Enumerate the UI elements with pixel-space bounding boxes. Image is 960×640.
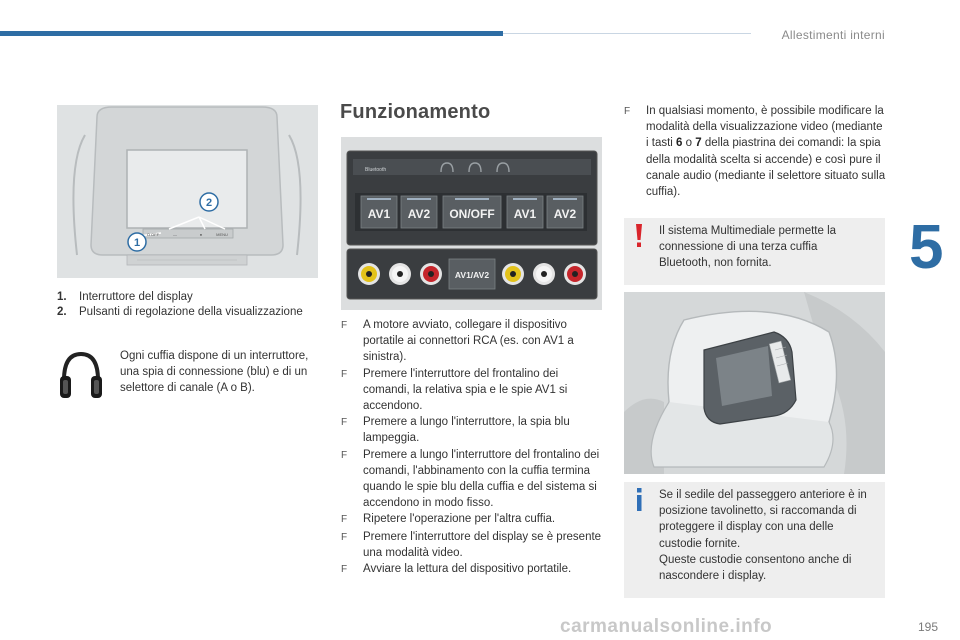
info-line: Queste custodie consentono anche di nascondere i display. xyxy=(659,553,852,583)
step-text: Premere l'interruttore del display se è presente una modalità video. xyxy=(363,530,602,559)
rca-jacks-right xyxy=(502,263,586,285)
panel-button-av2-left: AV2 xyxy=(407,207,431,221)
info-line: Se il sedile del passeggero anteriore è in posizione tavolinetto, si raccomanda di proteggere il display con una delle custodie fornite. xyxy=(659,489,867,550)
step-item xyxy=(341,317,603,366)
callout-2 xyxy=(206,197,212,209)
callout-1 xyxy=(134,237,140,249)
step-text: Premere l'interruttore del frontalino dei comandi, la relativa spia e le spie AV1 si accendono. xyxy=(363,367,568,413)
video-mode-step xyxy=(624,103,886,200)
bullet-icon: F xyxy=(341,417,348,429)
chapter-number: 5 xyxy=(909,213,944,282)
step-item xyxy=(341,561,603,578)
display-cover-illustration xyxy=(624,292,885,474)
callout-1-label: 1 xyxy=(133,237,141,249)
bluetooth-label: Bluetooth xyxy=(365,167,387,173)
caption-item xyxy=(57,305,317,320)
panel-button-av1-right: AV1 xyxy=(513,207,537,221)
headphones-icon xyxy=(58,350,104,402)
text-part: In qualsiasi momento, è possibile modificare la modalità della visualizzazione video (mediante i tasti xyxy=(646,105,884,150)
key-7: 7 xyxy=(695,137,702,150)
text-part: della piastrina dei comandi: la spia della modalità scelta si accende) e così pure il canale audio (mediante il selettore situato sulla cuffia). xyxy=(646,137,886,199)
step-item xyxy=(341,366,603,415)
display-button-minus: — xyxy=(173,232,177,237)
step-item xyxy=(341,447,603,512)
video-mode-text xyxy=(646,103,886,200)
step-item xyxy=(341,414,603,446)
header-accent-bar xyxy=(0,31,503,36)
rca-label: AV1/AV2 xyxy=(454,270,490,280)
bullet-icon: F xyxy=(341,368,348,380)
warning-text: Il sistema Multimediale permette la connessione di una terza cuffia Bluetooth, non fornita. xyxy=(659,225,837,270)
page-number: 195 xyxy=(917,620,938,634)
chapter-tab xyxy=(905,210,960,285)
display-button-power: Ω OFF xyxy=(146,232,160,237)
panel-button-on-off: ON/OFF xyxy=(449,207,495,221)
display-drawing xyxy=(57,105,318,278)
step-text: Avviare la lettura del dispositivo portatile. xyxy=(363,563,572,576)
panel-button-av1-left: AV1 xyxy=(367,207,391,221)
bullet-icon: F xyxy=(341,564,348,576)
watermark: carmanualsonline.info xyxy=(560,616,773,637)
key-6: 6 xyxy=(676,137,683,150)
callout-2-label: 2 xyxy=(205,197,213,209)
bullet-icon: F xyxy=(341,449,348,461)
display-illustration xyxy=(57,105,318,278)
caption-item xyxy=(57,290,317,305)
bullet-icon: F xyxy=(341,320,348,331)
section-title: Allestimenti interni xyxy=(781,28,885,42)
warning-box xyxy=(624,218,885,285)
caption-text: Pulsanti di regolazione della visualizzazione xyxy=(79,306,303,318)
operation-steps xyxy=(341,317,603,578)
step-text: Premere a lungo l'interruttore del frontalino dei comandi, l'abbinamento con la cuffia termina quando le spie blu della cuffia e del sistema si accendono in modo fisso. xyxy=(363,448,600,510)
rca-jacks-left xyxy=(358,263,442,285)
figure-captions xyxy=(57,290,317,320)
display-button-dot: ● xyxy=(199,232,203,237)
bullet-icon: F xyxy=(341,514,348,526)
step-item xyxy=(341,511,603,528)
step-text: Ripetere l'operazione per l'altra cuffia. xyxy=(363,513,556,526)
info-box xyxy=(624,482,885,598)
step-text: Premere a lungo l'interruttore, la spia blu lampeggia. xyxy=(363,416,570,445)
step-text: A motore avviato, collegare il dispositivo portatile ai connettori RCA (es. con AV1 a sinistra). xyxy=(363,319,574,364)
header-rule xyxy=(503,33,751,34)
caption-number: 2. xyxy=(57,306,67,318)
panel-button-av2-right: AV2 xyxy=(553,207,577,221)
control-panel-illustration xyxy=(341,137,602,310)
info-text xyxy=(659,487,874,584)
bullet-icon: F xyxy=(624,106,631,117)
warning-icon xyxy=(634,223,644,249)
text-part: o xyxy=(682,137,696,150)
caption-number: 1. xyxy=(57,291,67,303)
display-button-menu: MENU xyxy=(216,232,228,237)
caption-text: Interruttore del display xyxy=(79,291,193,303)
bullet-icon: F xyxy=(341,531,348,543)
info-icon xyxy=(634,487,644,513)
headphones-note: Ogni cuffia dispone di un interruttore, una spia di connessione (blu) e di un selettore di canale (A o B). xyxy=(120,350,309,394)
step-item xyxy=(341,529,603,561)
page-title: Funzionamento xyxy=(340,101,491,123)
